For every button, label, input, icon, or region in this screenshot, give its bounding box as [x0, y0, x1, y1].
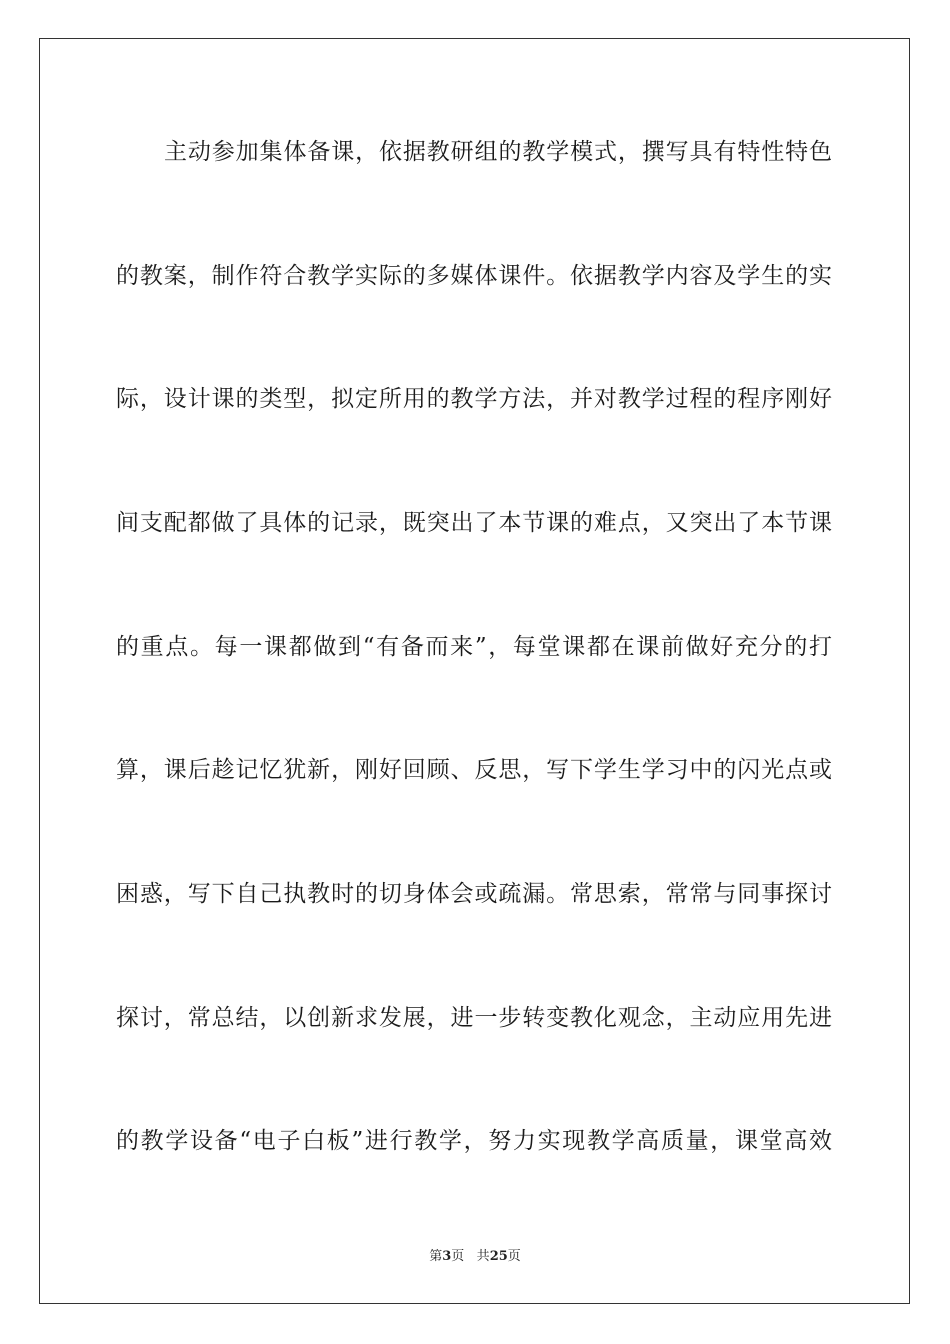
page-border — [39, 38, 910, 1304]
paragraph-line-7: 困惑，写下自己执教时的切身体会或疏漏。常思索，常常与同事探讨 — [116, 881, 832, 907]
paragraph-line-2: 的教案，制作符合教学实际的多媒体课件。依据教学内容及学生的实 — [116, 263, 832, 289]
paragraph-line-3: 际，设计课的类型，拟定所用的教学方法，并对教学过程的程序刚好 — [116, 386, 832, 412]
paragraph-line-6: 算，课后趁记忆犹新，刚好回顾、反思，写下学生学习中的闪光点或 — [116, 757, 832, 783]
page-number: 第3页 — [429, 1249, 465, 1264]
page-footer — [0, 1248, 950, 1266]
paragraph-line-1: 主动参加集体备课，依据教研组的教学模式，撰写具有特性特色 — [164, 139, 832, 165]
paragraph-line-5: 的重点。每一课都做到“有备而来”，每堂课都在课前做好充分的打 — [116, 634, 832, 660]
paragraph-line-8: 探讨，常总结，以创新求发展，进一步转变教化观念，主动应用先进 — [116, 1005, 832, 1031]
page-total: 共25页 — [476, 1249, 521, 1264]
paragraph-line-4: 间支配都做了具体的记录，既突出了本节课的难点，又突出了本节课 — [116, 510, 832, 536]
paragraph-line-9: 的教学设备“电子白板”进行教学，努力实现教学高质量，课堂高效 — [116, 1128, 832, 1154]
